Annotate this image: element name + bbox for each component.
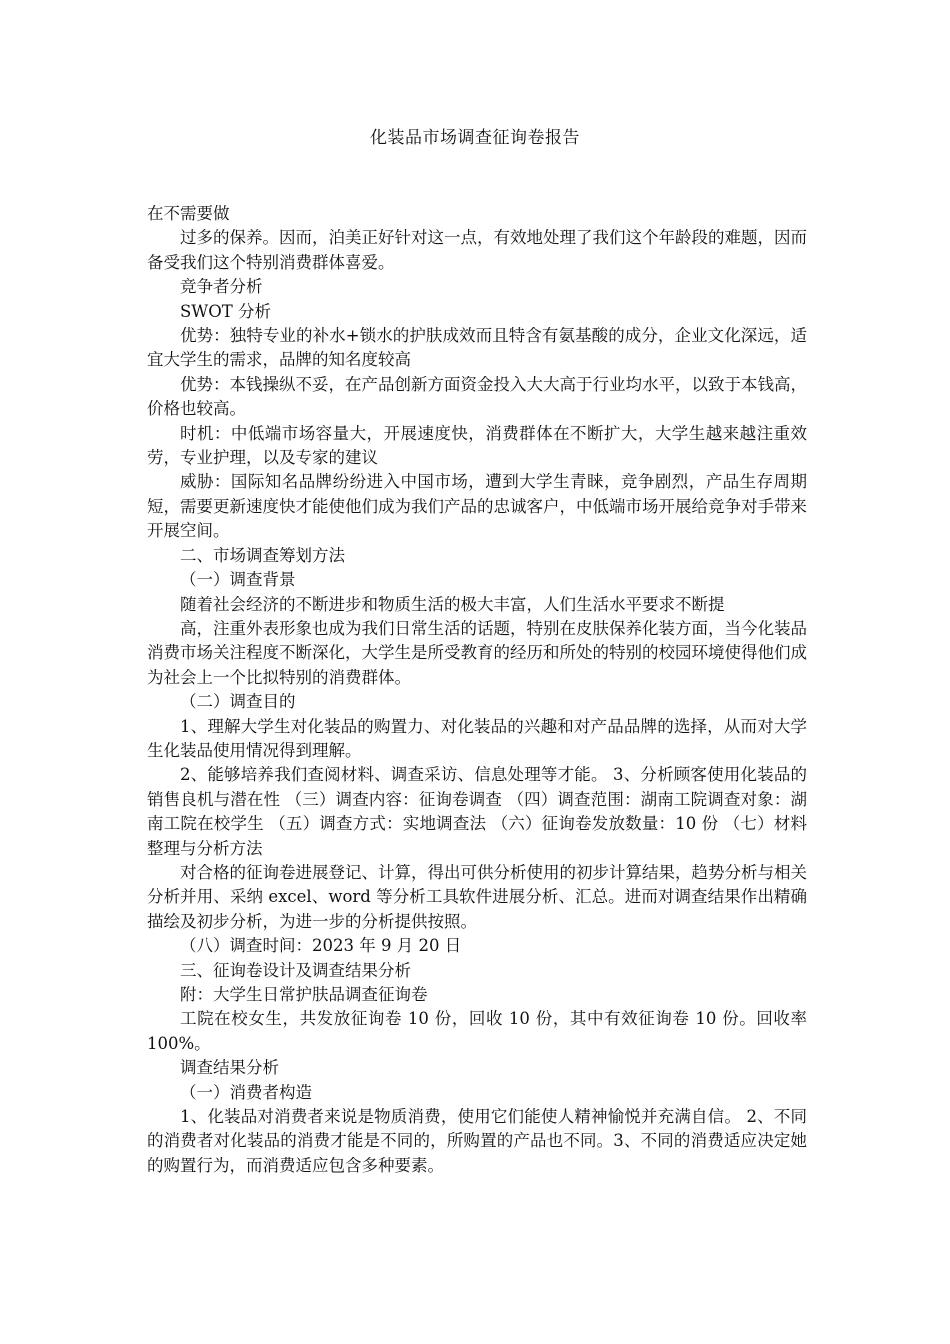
- paragraph: 1、化装品对消费者来说是物质消费，使用它们能使人精神愉悦并充满自信。 2、不同的消费者对化装品的消费才能是不同的，所购置的产品也不同。3、不同的消费适应决定她的购置行为，而消费适应包含多种要素。: [147, 1107, 807, 1175]
- section-heading: 三、征询卷设计及调查结果分析: [180, 960, 411, 980]
- paragraph: 时机：中低端市场容量大，开展速度快，消费群体在不断扩大，大学生越来越注重效劳，专业护理，以及专家的建议: [147, 423, 807, 468]
- section-heading: 竞争者分析: [180, 277, 263, 297]
- paragraph: 1、理解大学生对化装品的购置力、对化装品的兴趣和对产品品牌的选择，从而对大学生化装品使用情况得到理解。: [147, 716, 807, 760]
- paragraph: 优势：独特专业的补水+锁水的护肤成效而且特含有氨基酸的成分，企业文化深远，适宜大学生的需求，品牌的知名度较高: [147, 326, 807, 370]
- subsection-heading: （一）消费者构造: [180, 1082, 312, 1102]
- paragraph: 过多的保养。因而，泊美正好针对这一点，有效地处理了我们这个年龄段的难题，因而备受我们这个特别消费群体喜爱。: [147, 228, 807, 272]
- subsection-heading: （一）调查背景: [180, 570, 296, 590]
- paragraph: 在不需要做: [147, 204, 230, 223]
- paragraph: 工院在校女生，共发放征询卷 10 份，回收 10 份，其中有效征询卷 10 份。回收率 100%。: [147, 1009, 807, 1053]
- paragraph: 随着社会经济的不断进步和物质生活的极大丰富，人们生活水平要求不断提: [180, 594, 725, 614]
- subsection-heading: （二）调查目的: [180, 692, 296, 712]
- subsection-heading: （八）调查时间：2023 年 9 月 20 日: [180, 936, 462, 956]
- paragraph: 优势：本钱操纵不妥，在产品创新方面资金投入大大高于行业均水平，以致于本钱高，价格也较高。: [147, 374, 807, 419]
- paragraph: 威胁：国际知名品牌纷纷进入中国市场，遭到大学生青睐，竞争剧烈，产品生存周期短，需要更新速度快才能使他们成为我们产品的忠诚客户，中低端市场开展给竞争对手带来开展空间。: [147, 472, 807, 541]
- document-title: 化装品市场调查征询卷报告: [370, 128, 580, 148]
- document-body: [147, 202, 807, 1178]
- section-heading: 二、市场调查筹划方法: [180, 545, 345, 565]
- section-heading: SWOT 分析: [180, 301, 272, 321]
- paragraph: 附：大学生日常护肤品调查征询卷: [180, 985, 428, 1004]
- section-heading: 调查结果分析: [180, 1058, 279, 1078]
- paragraph: 高，注重外表形象也成为我们日常生活的话题，特别在皮肤保养化装方面，当今化装品消费市场关注程度不断深化，大学生是所受教育的经历和所处的特别的校园环境使得他们成为社会上一个比拟特别的消费群体。: [147, 618, 807, 687]
- paragraph: 2、能够培养我们查阅材料、调查采访、信息处理等才能。 3、分析顾客使用化装品的销售良机与潜在性 （三）调查内容：征询卷调查 （四）调查范围：湖南工院调查对象：湖南工院在校学生 （五）调查方式：实地调查法 （六）征询卷发放数量：10 份 （七）材料整理与分析方法: [147, 765, 807, 858]
- paragraph: 对合格的征询卷进展登记、计算，得出可供分析使用的初步计算结果，趋势分析与相关分析并用、采纳 excel、word 等分析工具软件进展分析、汇总。进而对调查结果作出精确描绘及初步分析，为进一步的分析提供按照。: [147, 862, 807, 931]
